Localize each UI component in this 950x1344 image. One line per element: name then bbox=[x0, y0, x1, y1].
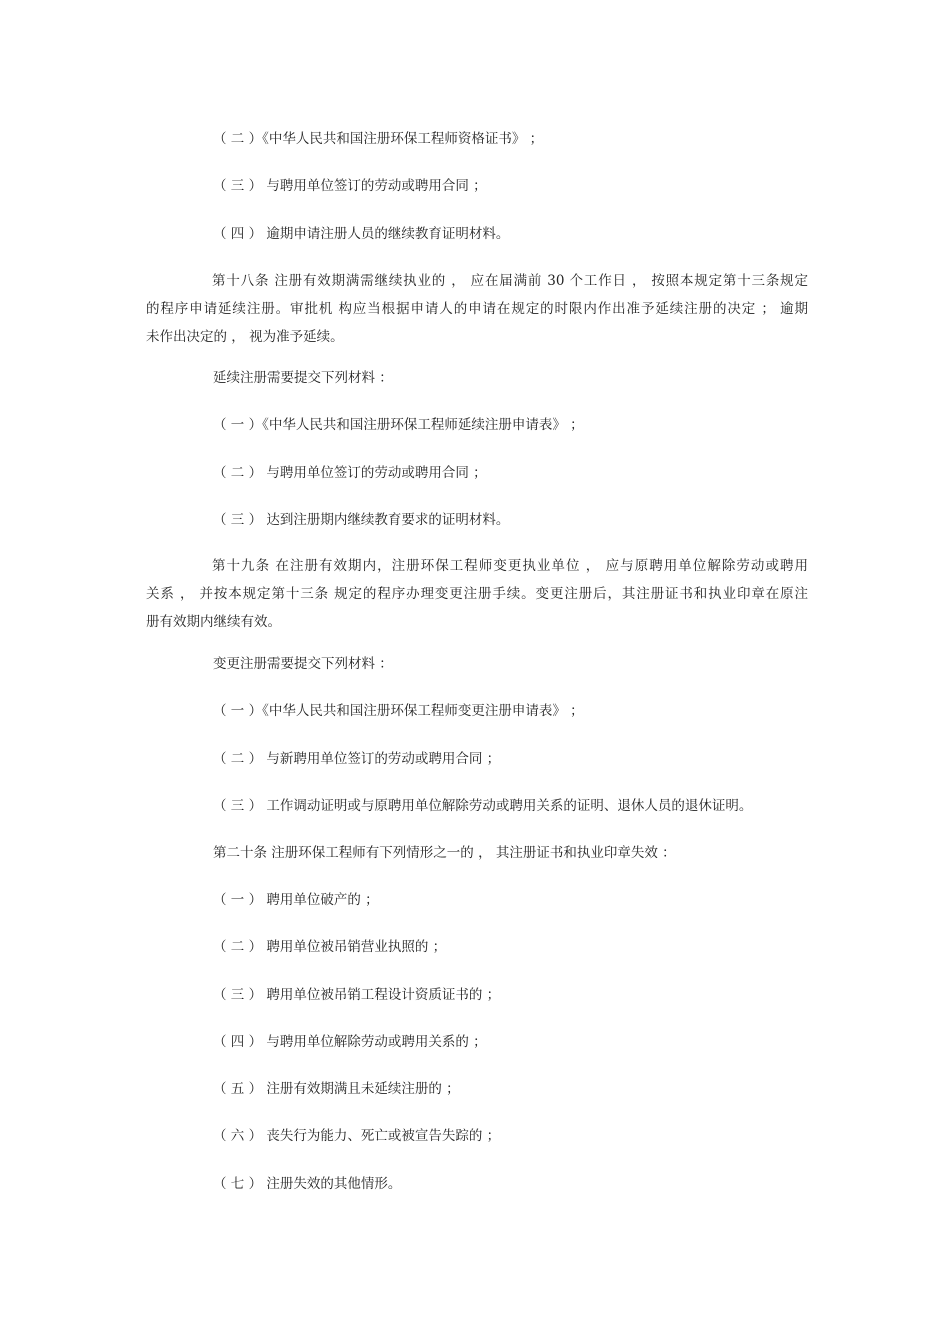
list-item: （ 二 ） 与聘用单位签订的劳动或聘用合同 ； bbox=[213, 465, 487, 481]
article-20-intro: 第二十条 注册环保工程师有下列情形之一的 ， 其注册证书和执业印章失效 ： bbox=[213, 845, 676, 861]
paragraph-line: 第十八条 注册有效期满需继续执业的 ， 应在届满前 30 个工作日 ， 按照本规定第十三条规定 bbox=[212, 273, 808, 289]
list-item: （ 二 ）《中华人民共和国注册环保工程师资格证书》 ； bbox=[213, 131, 544, 147]
list-item: （ 七 ） 注册失效的其他情形。 bbox=[213, 1176, 402, 1192]
article-19-paragraph bbox=[146, 558, 808, 642]
section-intro: 延续注册需要提交下列材料 ： bbox=[213, 370, 393, 386]
list-item: （ 一 ） 聘用单位破产的 ； bbox=[213, 892, 379, 908]
list-item: （ 一 ）《中华人民共和国注册环保工程师变更注册申请表》 ； bbox=[213, 703, 584, 719]
article-18-paragraph bbox=[146, 273, 808, 357]
list-item: （ 六 ） 丧失行为能力、死亡或被宣告失踪的 ； bbox=[213, 1128, 501, 1144]
list-item: （ 五 ） 注册有效期满且未延续注册的 ； bbox=[213, 1081, 460, 1097]
section-intro: 变更注册需要提交下列材料 ： bbox=[213, 656, 393, 672]
list-item: （ 三 ） 与聘用单位签订的劳动或聘用合同 ； bbox=[213, 178, 487, 194]
list-item: （ 三 ） 聘用单位被吊销工程设计资质证书的 ； bbox=[213, 987, 501, 1003]
list-item: （ 四 ） 与聘用单位解除劳动或聘用关系的 ； bbox=[213, 1034, 487, 1050]
list-item: （ 三 ） 工作调动证明或与原聘用单位解除劳动或聘用关系的证明、退休人员的退休证明。 bbox=[213, 798, 753, 814]
paragraph-line: 第十九条 在注册有效期内，注册环保工程师变更执业单位 ， 应与原聘用单位解除劳动或聘用 bbox=[212, 558, 808, 574]
list-item: （ 四 ） 逾期申请注册人员的继续教育证明材料。 bbox=[213, 226, 510, 242]
paragraph-line: 的程序申请延续注册。审批机 构应当根据申请人的申请在规定的时限内作出准予延续注册的决定 ； 逾期 bbox=[146, 301, 808, 317]
list-item: （ 二 ） 与新聘用单位签订的劳动或聘用合同 ； bbox=[213, 751, 501, 767]
paragraph-line: 关系 ， 并按本规定第十三条 规定的程序办理变更注册手续。变更注册后，其注册证书和执业印章在原注 bbox=[146, 586, 808, 602]
paragraph-line: 未作出决定的 ， 视为准予延续。 bbox=[146, 329, 344, 345]
paragraph-line: 册有效期内继续有效。 bbox=[146, 614, 281, 630]
list-item: （ 一 ）《中华人民共和国注册环保工程师延续注册申请表》 ； bbox=[213, 417, 584, 433]
list-item: （ 二 ） 聘用单位被吊销营业执照的 ； bbox=[213, 939, 447, 955]
list-item: （ 三 ） 达到注册期内继续教育要求的证明材料。 bbox=[213, 512, 510, 528]
